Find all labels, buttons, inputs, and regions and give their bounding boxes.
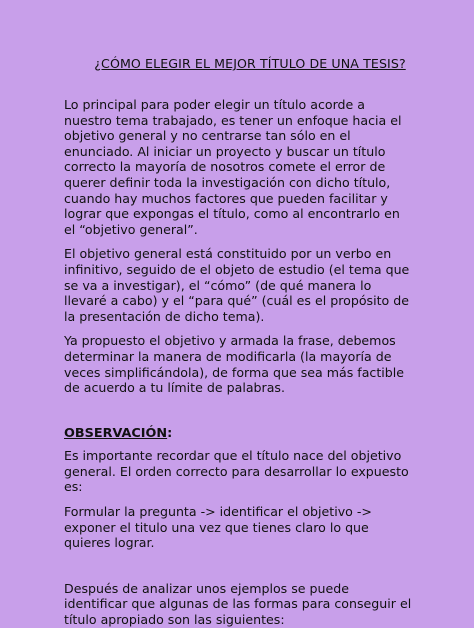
paragraph-examples: Después de analizar unos ejemplos se puede identificar que algunas de las formas para conseguir el título apropiado son las siguientes: xyxy=(64,580,412,628)
paragraph-observation: Es importante recordar que el título nace del objetivo general. El orden correcto para desarrollar lo expuesto es: xyxy=(64,448,409,495)
section-heading-colon: : xyxy=(167,425,173,441)
paragraph-order: Formular la pregunta -> identificar el objetivo -> exponer el titulo una vez que tienes claro lo que quieres lograr. xyxy=(64,504,372,551)
section-heading-label: OBSERVACIÓN xyxy=(64,425,168,441)
document-title: ¿CÓMO ELEGIR EL MEJOR TÍTULO DE UNA TESIS? xyxy=(94,56,406,71)
paragraph-modify: Ya propuesto el objetivo y armada la frase, debemos determinar la manera de modificarla (la mayoría de veces simplificándola), de forma que sea más factible de acuerdo a tu límite de palabras. xyxy=(64,333,405,396)
section-heading xyxy=(64,426,414,442)
paragraph-intro: Lo principal para poder elegir un título acorde a nuestro tema trabajado, es tener un enfoque hacia el objetivo general y no centrarse tan sólo en el enunciado. Al iniciar un proyecto y buscar un título correcto la mayoría de nosotros comete el error de querer definir toda la investigación con dicho título, cuando hay muchos factores que pueden facilitar y lograr que expongas el título, como al encontrarlo en el “objetivo general”. xyxy=(64,97,402,237)
paragraph-objective: El objetivo general está constituido por un verbo en infinitivo, seguido de el objeto de estudio (el tema que se va a investigar), el “cómo” (de qué manera lo llevaré a cabo) y el “para qué” (cuál es el propósito de la presentación de dicho tema). xyxy=(64,246,410,324)
